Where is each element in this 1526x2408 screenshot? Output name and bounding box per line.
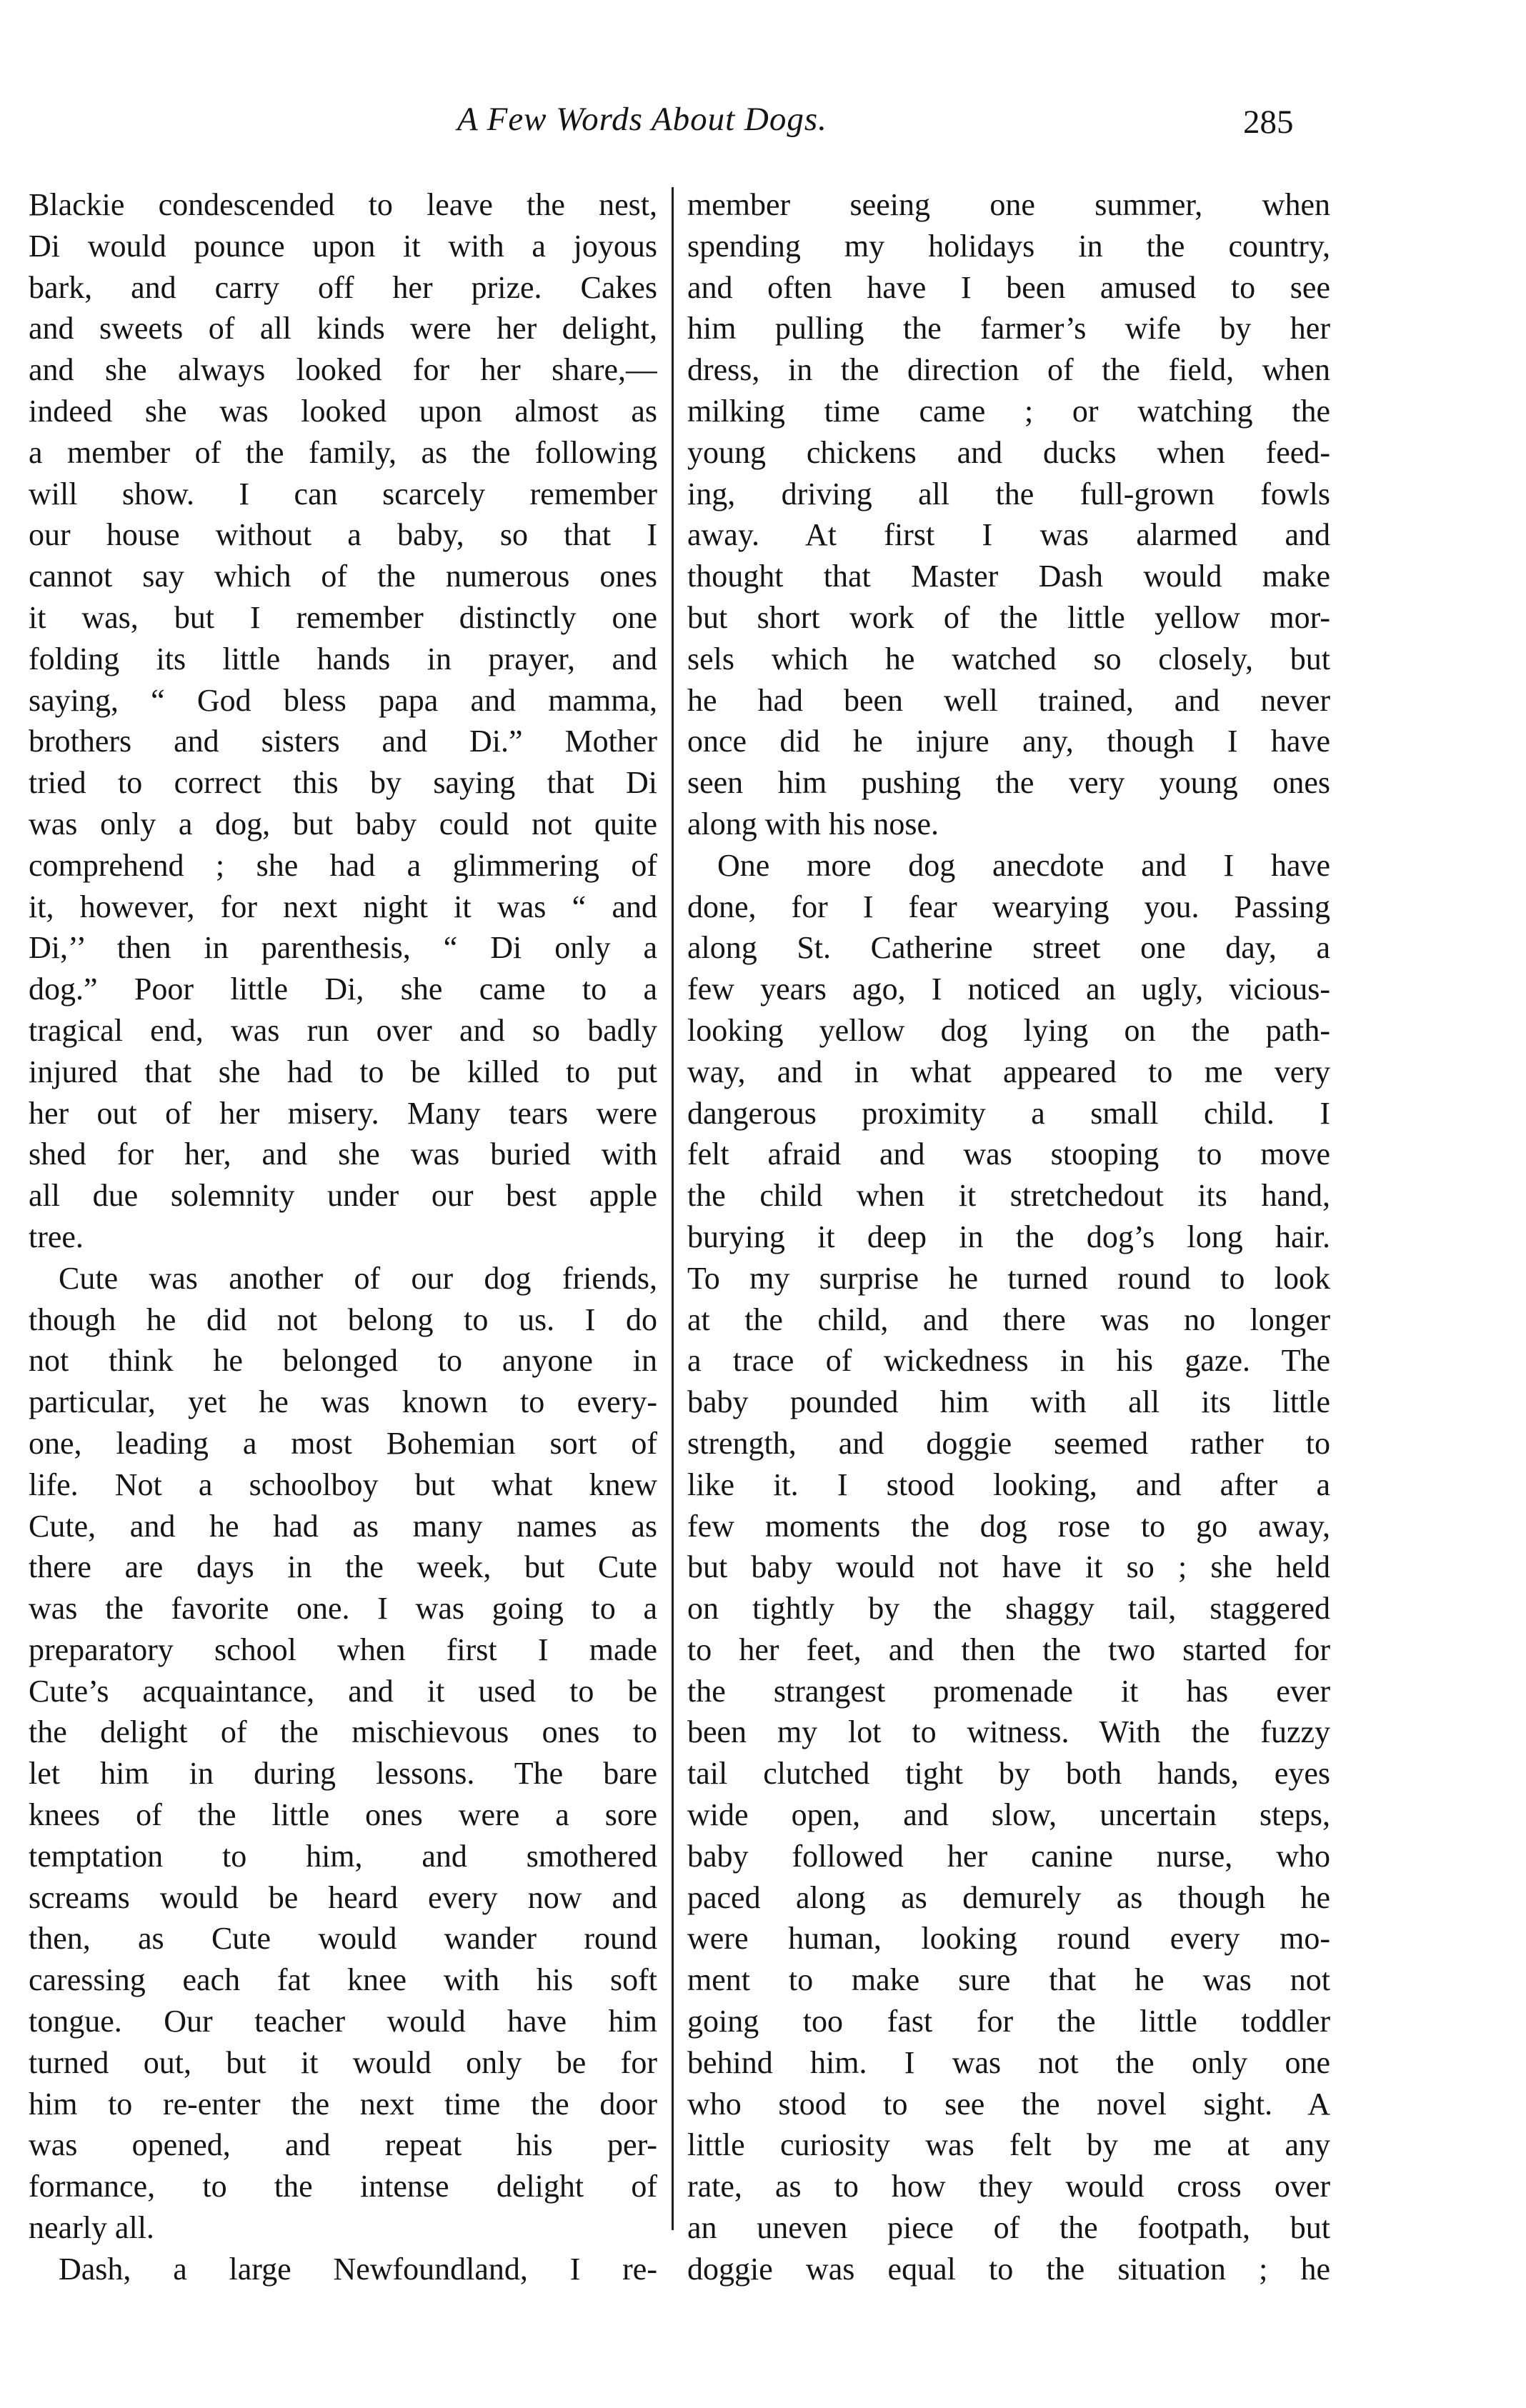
text-line: temptation to him, and smothered	[29, 1838, 657, 1874]
text-line: doggie was equal to the situation ; he	[687, 2251, 1330, 2287]
text-line: wide open, and slow, uncertain steps,	[687, 1797, 1330, 1833]
text-line: behind him. I was not the only one	[687, 2044, 1330, 2080]
text-line: caressing each fat knee with his soft	[29, 1962, 657, 1998]
text-line: looking yellow dog lying on the path-	[687, 1012, 1330, 1048]
text-line: who stood to see the novel sight. A	[687, 2086, 1330, 2122]
text-line: preparatory school when first I made	[29, 1632, 657, 1667]
text-line: screams would be heard every now and	[29, 1879, 657, 1915]
text-line: baby pounded him with all its little	[687, 1384, 1330, 1420]
text-line: and she always looked for her share,—	[29, 352, 657, 388]
text-line: the delight of the mischievous ones to	[29, 1714, 657, 1750]
text-line: was only a dog, but baby could not quite	[29, 806, 657, 841]
text-line: ing, driving all the full-grown fowls	[687, 476, 1330, 511]
text-line: one, leading a most Bohemian sort of	[29, 1425, 657, 1461]
text-line: away. At first I was alarmed and	[687, 517, 1330, 553]
text-line: tongue. Our teacher would have him	[29, 2004, 657, 2039]
running-title: A Few Words About Dogs.	[457, 101, 827, 138]
text-line: little curiosity was felt by me at any	[687, 2127, 1330, 2163]
text-line: at the child, and there was no longer	[687, 1302, 1330, 1337]
text-line: indeed she was looked upon almost as	[29, 393, 657, 429]
text-line: turned out, but it would only be for	[29, 2044, 657, 2080]
text-line: One more dog anecdote and I have	[717, 847, 1330, 883]
text-line: milking time came ; or watching the	[687, 393, 1330, 429]
text-line: particular, yet he was known to every-	[29, 1384, 657, 1420]
text-line: Dash, a large Newfoundland, I re-	[59, 2251, 657, 2287]
text-line: on tightly by the shaggy tail, staggered	[687, 1591, 1330, 1627]
text-line: to her feet, and then the two started for	[687, 1632, 1330, 1667]
text-line: him pulling the farmer’s wife by her	[687, 311, 1330, 346]
column-divider	[672, 187, 674, 2230]
text-line: it was, but I remember distinctly one	[29, 599, 657, 635]
text-line: tried to correct this by saying that Di	[29, 765, 657, 801]
text-line: let him in during lessons. The bare	[29, 1756, 657, 1792]
text-line: Di would pounce upon it with a joyous	[29, 228, 657, 264]
text-line: strength, and doggie seemed rather to	[687, 1425, 1330, 1461]
text-line: along with his nose.	[687, 806, 939, 841]
text-line: our house without a baby, so that I	[29, 517, 657, 553]
text-line: was opened, and repeat his per-	[29, 2127, 657, 2163]
text-line: ment to make sure that he was not	[687, 1962, 1330, 1998]
text-line: there are days in the week, but Cute	[29, 1549, 657, 1585]
text-line: Di,’’ then in parenthesis, “ Di only a	[29, 930, 657, 966]
text-line: going too fast for the little toddler	[687, 2004, 1330, 2039]
text-line: once did he injure any, though I have	[687, 724, 1330, 759]
text-line: tail clutched tight by both hands, eyes	[687, 1756, 1330, 1792]
text-line: young chickens and ducks when feed-	[687, 434, 1330, 470]
text-line: Cute was another of our dog friends,	[59, 1260, 657, 1296]
text-line: sels which he watched so closely, but	[687, 641, 1330, 676]
text-line: then, as Cute would wander round	[29, 1921, 657, 1957]
text-line: shed for her, and she was buried with	[29, 1136, 657, 1172]
text-line: it, however, for next night it was “ and	[29, 889, 657, 924]
text-line: Cute, and he had as many names as	[29, 1508, 657, 1544]
text-line: dog.” Poor little Di, she came to a	[29, 971, 657, 1007]
text-line: was the favorite one. I was going to a	[29, 1591, 657, 1627]
text-line: comprehend ; she had a glimmering of	[29, 847, 657, 883]
text-line: along St. Catherine street one day, a	[687, 930, 1330, 966]
text-line: done, for I fear wearying you. Passing	[687, 889, 1330, 924]
text-line: injured that she had to be killed to put	[29, 1054, 657, 1089]
text-line: dress, in the direction of the field, when	[687, 352, 1330, 388]
text-line: he had been well trained, and never	[687, 682, 1330, 718]
text-line: spending my holidays in the country,	[687, 228, 1330, 264]
text-line: were human, looking round every mo-	[687, 1921, 1330, 1957]
text-line: brothers and sisters and Di.” Mother	[29, 724, 657, 759]
text-line: not think he belonged to anyone in	[29, 1343, 657, 1379]
text-line: a trace of wickedness in his gaze. The	[687, 1343, 1330, 1379]
page-number: 285	[1243, 104, 1294, 141]
text-line: nearly all.	[29, 2210, 154, 2246]
text-line: knees of the little ones were a sore	[29, 1797, 657, 1833]
text-line: member seeing one summer, when	[687, 187, 1330, 222]
text-line: seen him pushing the very young ones	[687, 765, 1330, 801]
text-line: will show. I can scarcely remember	[29, 476, 657, 511]
text-line: paced along as demurely as though he	[687, 1879, 1330, 1915]
text-line: baby followed her canine nurse, who	[687, 1838, 1330, 1874]
text-line: bark, and carry off her prize. Cakes	[29, 269, 657, 305]
text-line: but short work of the little yellow mor-	[687, 599, 1330, 635]
text-line: and sweets of all kinds were her delight,	[29, 311, 657, 346]
text-line: and often have I been amused to see	[687, 269, 1330, 305]
text-line: an uneven piece of the footpath, but	[687, 2210, 1330, 2246]
left-text-column	[29, 184, 657, 2290]
text-line: tree.	[29, 1219, 84, 1254]
text-line: a member of the family, as the following	[29, 434, 657, 470]
text-line: formance, to the intense delight of	[29, 2169, 657, 2204]
text-line: Blackie condescended to leave the nest,	[29, 187, 657, 222]
text-line: folding its little hands in prayer, and	[29, 641, 657, 676]
text-line: thought that Master Dash would make	[687, 559, 1330, 594]
text-line: tragical end, was run over and so badly	[29, 1012, 657, 1048]
text-line: To my surprise he turned round to look	[687, 1260, 1330, 1296]
text-line: felt afraid and was stooping to move	[687, 1136, 1330, 1172]
text-line: him to re-enter the next time the door	[29, 2086, 657, 2122]
text-line: all due solemnity under our best apple	[29, 1178, 657, 1214]
text-line: saying, “ God bless papa and mamma,	[29, 682, 657, 718]
text-line: like it. I stood looking, and after a	[687, 1467, 1330, 1502]
text-line: though he did not belong to us. I do	[29, 1302, 657, 1337]
page-header	[0, 100, 1526, 164]
text-line: burying it deep in the dog’s long hair.	[687, 1219, 1330, 1254]
text-line: few years ago, I noticed an ugly, vicious-	[687, 971, 1330, 1007]
text-line: her out of her misery. Many tears were	[29, 1095, 657, 1131]
text-line: the strangest promenade it has ever	[687, 1673, 1330, 1709]
text-line: dangerous proximity a small child. I	[687, 1095, 1330, 1131]
text-line: the child when it stretchedout its hand,	[687, 1178, 1330, 1214]
text-line: Cute’s acquaintance, and it used to be	[29, 1673, 657, 1709]
text-line: rate, as to how they would cross over	[687, 2169, 1330, 2204]
text-line: been my lot to witness. With the fuzzy	[687, 1714, 1330, 1750]
text-line: few moments the dog rose to go away,	[687, 1508, 1330, 1544]
right-text-column	[687, 184, 1330, 2290]
text-line: life. Not a schoolboy but what knew	[29, 1467, 657, 1502]
text-line: but baby would not have it so ; she held	[687, 1549, 1330, 1585]
text-line: cannot say which of the numerous ones	[29, 559, 657, 594]
text-line: way, and in what appeared to me very	[687, 1054, 1330, 1089]
